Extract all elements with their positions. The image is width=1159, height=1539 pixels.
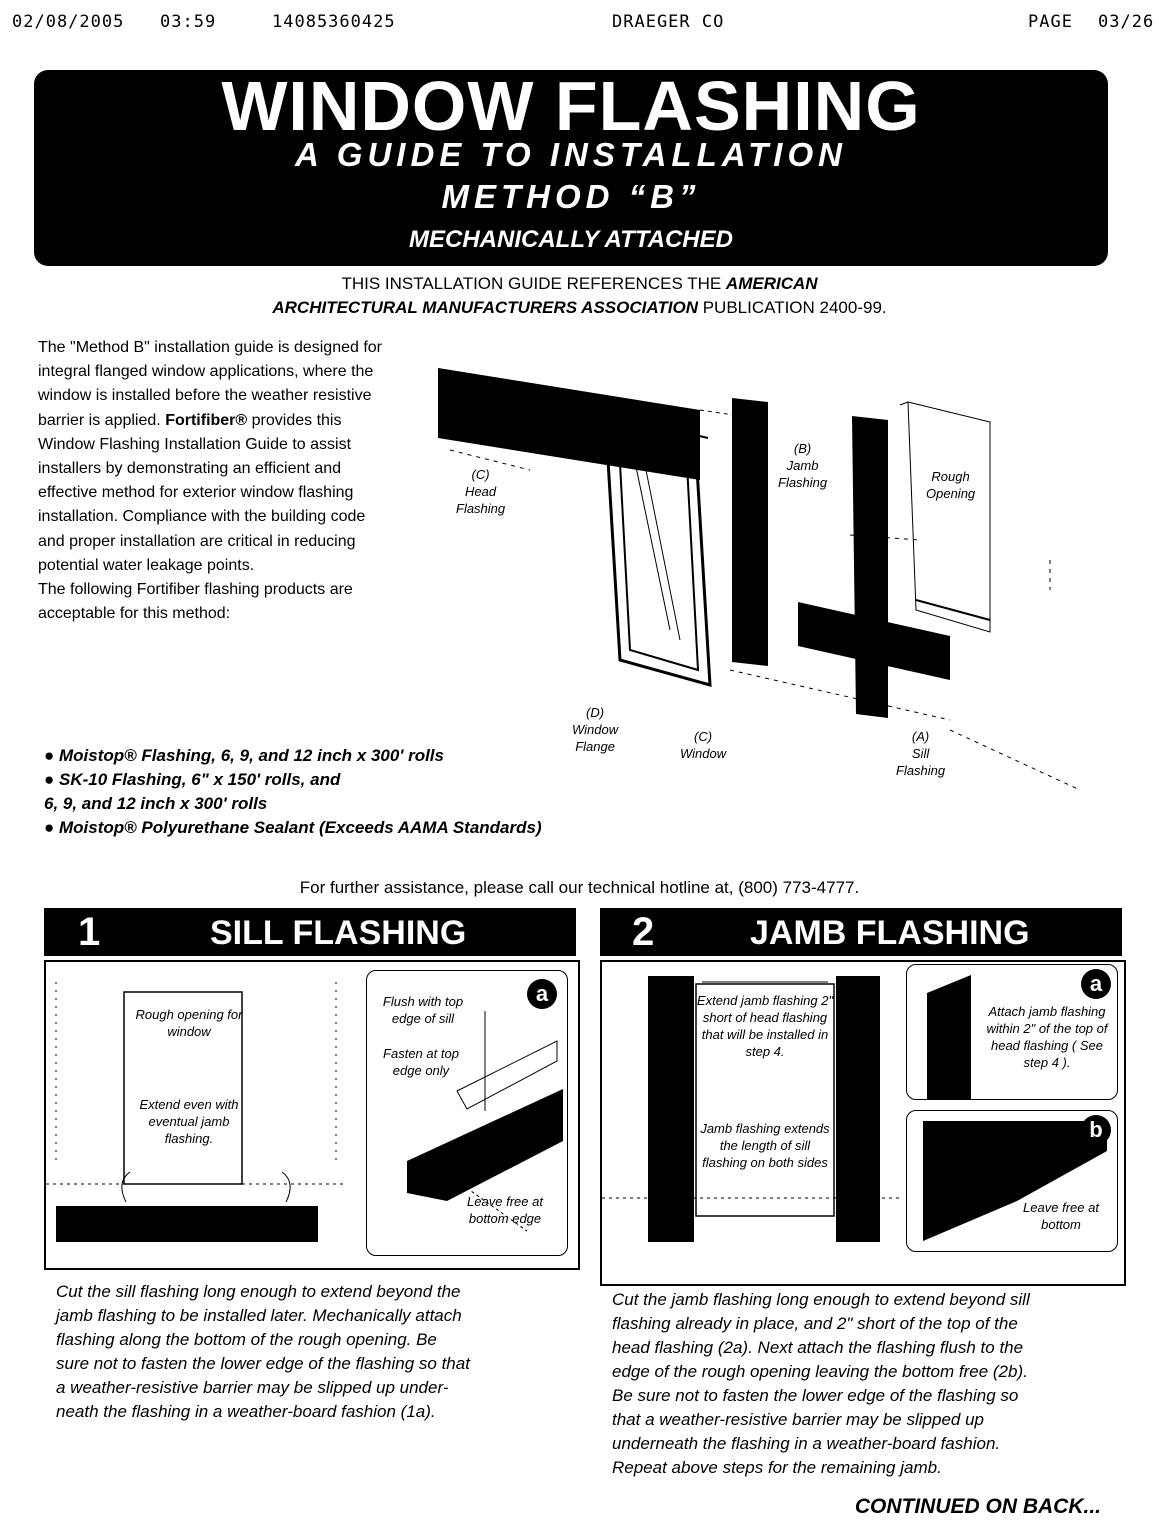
badge-1a: a — [527, 979, 557, 1009]
page-title: WINDOW FLASHING — [221, 67, 921, 145]
flush-text: Flush with top edge of sill — [382, 994, 464, 1026]
attachment-label: MECHANICALLY ATTACHED — [409, 226, 733, 253]
window-label: (C) Window — [680, 729, 727, 761]
sill-flashing-strip — [56, 1206, 318, 1242]
fax-page-label: PAGE — [1028, 12, 1073, 32]
list-item: ● Moistop® Flashing, 6, 9, and 12 inch x 300' rolls — [44, 746, 444, 765]
page-subtitle: A GUIDE TO INSTALLATION — [295, 136, 847, 173]
step2b-figure — [906, 1110, 1118, 1252]
jamb-flashing-strip — [927, 975, 971, 1099]
exploded-diagram — [430, 350, 1130, 820]
badge-2a: a — [1081, 969, 1111, 999]
step2-header — [600, 908, 1122, 956]
leave-free-bottom-text: Leave free at bottom — [1023, 1200, 1099, 1232]
badge-2b: b — [1081, 1115, 1111, 1145]
step1-figure — [44, 960, 580, 1270]
intro-p2: provides this Window Flashing Installation Guide to assist installers by demonstrating an efficient and effective method for exterior window flashing installation. Compliance with the building code and proper installation are critical in reducing potential water leakage points. — [38, 411, 366, 574]
title-banner — [34, 67, 1108, 266]
step2-number: 2 — [632, 910, 655, 954]
intro-paragraph — [38, 336, 384, 626]
step2a-figure — [906, 964, 1118, 1100]
jamb-length-text: Jamb flashing extends the length of sill flashing on both sides — [700, 1121, 830, 1170]
attach-jamb-text: Attach jamb flashing within 2" of the top of head flashing ( See step 4 ). — [986, 1004, 1108, 1070]
fax-time: 03:59 — [160, 12, 217, 32]
step2-figure — [600, 960, 1126, 1286]
brand-name: Fortifiber® — [165, 411, 248, 429]
list-item: 6, 9, and 12 inch x 300' rolls — [44, 794, 268, 813]
jamb-flashing-strip — [836, 976, 880, 1242]
jamb-flashing-strip — [732, 398, 768, 666]
rough-opening — [900, 402, 990, 632]
intro-p3: The following Fortifiber flashing products are acceptable for this method: — [38, 581, 353, 623]
intro-p1: The "Method B" installation guide is designed for integral flanged window applications, where the window is installed before the weather resistive barrier is applied. — [38, 339, 383, 429]
fax-date: 02/08/2005 — [12, 12, 125, 32]
fax-company: DRAEGER CO — [612, 12, 725, 32]
reference-line-2: ARCHITECTURAL MANUFACTURERS ASSOCIATION PUBLICATION 2400-99. — [272, 298, 887, 317]
step1-header — [44, 908, 576, 956]
fax-page-number: 03/26 — [1098, 12, 1155, 32]
method-label: METHOD “B” — [441, 178, 701, 215]
reference-line-1: THIS INSTALLATION GUIDE REFERENCES THE AMERICAN — [341, 274, 818, 293]
step1-caption: Cut the sill flashing long enough to extend beyond the jamb flashing to be installed later. Mechanically attach flashing along the bottom of the rough opening. Be sure not to fasten the lower edge of the flashing so that a weather-resistive barrier may be slipped up under- neath the flashing in a weather-board fashion (1a). — [56, 1282, 470, 1421]
step1a-figure — [366, 970, 568, 1256]
jamb-flashing-strip — [648, 976, 694, 1242]
continued-text: CONTINUED ON BACK... — [854, 1495, 1101, 1518]
rough-opening-text: Rough opening for window — [135, 1007, 243, 1039]
leave-free-text: Leave free at bottom edge — [467, 1194, 543, 1226]
sill-flashing-label: (A) Sill Flashing — [896, 729, 946, 778]
jamb-flashing-label: (B) Jamb Flashing — [778, 441, 828, 490]
list-item: ● Moistop® Polyurethane Sealant (Exceeds AAMA Standards) — [44, 818, 542, 837]
jamb-flashing-strip — [852, 416, 888, 718]
head-flashing-label: (C) Head Flashing — [456, 467, 506, 516]
hotline-text: For further assistance, please call our technical hotline at, (800) 773-4777. — [299, 878, 860, 897]
fasten-text: Fasten at top edge only — [383, 1046, 459, 1078]
step2-title: JAMB FLASHING — [750, 914, 1030, 952]
window-flange-label: (D) Window Flange — [572, 705, 619, 754]
rough-opening-label: Rough Opening — [926, 469, 976, 501]
fax-phone: 14085360425 — [272, 12, 396, 32]
step1-title: SILL FLASHING — [210, 914, 467, 952]
list-item: ● SK-10 Flashing, 6" x 150' rolls, and — [44, 770, 341, 789]
step2-caption: Cut the jamb flashing long enough to extend beyond sill flashing already in place, and 2" short of the top of the head flashing (2a). Next attach the flashing flush to the edge of the rough opening leaving the bottom free (2b). Be sure not to fasten the lower edge of the flashing so that a weather-resistive barrier may be slipped up underneath the flashing in a weather-board fashion. Repeat above steps for the remaining jamb. — [612, 1290, 1030, 1477]
extend-jamb-text: Extend jamb flashing 2" short of head flashing that will be installed in step 4. — [696, 993, 834, 1059]
extend-text: Extend even with eventual jamb flashing. — [139, 1097, 239, 1146]
step1-number: 1 — [78, 910, 101, 954]
